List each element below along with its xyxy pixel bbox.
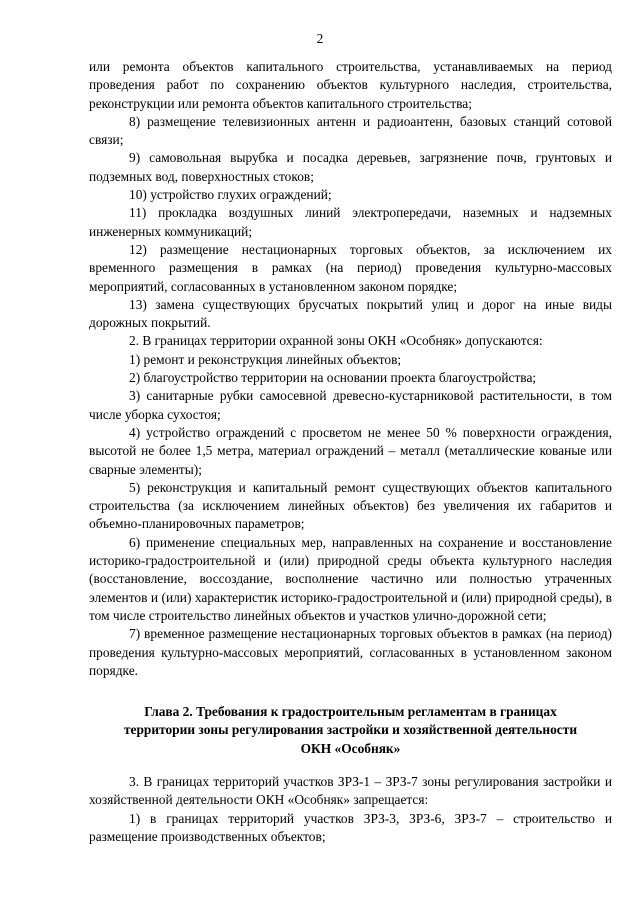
- paragraph: 3. В границах территорий участков ЗРЗ-1 – ЗРЗ-7 зоны регулирования застройки и хозяйственной деятельности ОКН «Особняк» запрещается:: [89, 774, 612, 808]
- paragraph: 3) санитарные рубки самосевной древесно-кустарниковой растительности, в том числе уборка сухостоя;: [89, 388, 612, 422]
- paragraph: 12) размещение нестационарных торговых объектов, за исключением их временного размещения в рамках (на период) проведения культурно-массовых мероприятий, согласованных в установленном законом порядке;: [89, 241, 612, 294]
- paragraph: или ремонта объектов капитального строительства, устанавливаемых на период проведения работ по сохранению объектов культурного наследия, строительства, реконструкции или ремонта объектов капитального строительства;: [89, 59, 612, 111]
- paragraph: 5) реконструкция и капитальный ремонт существующих объектов капитального строительства (за исключением линейных объектов) без увеличения их габаритов и объемно-планировочных параметров;: [89, 479, 612, 532]
- paragraph: 1) в границах территорий участков ЗРЗ-3, ЗРЗ-6, ЗРЗ-7 – строительство и размещение производственных объектов;: [89, 810, 612, 844]
- chapter-heading-line: территории зоны регулирования застройки и хозяйственной деятельности: [123, 722, 578, 738]
- paragraph: 6) применение специальных мер, направленных на сохранение и восстановление историко-градостроительной и (или) природной среды объекта культурного наследия (восстановление, воссоздание, восполнение частично или полностью утраченных элементов и (или) характеристик историко-градостроительной и (или) природной среды), в том числе строительство линейных объектов и участков улично-дорожной сети;: [89, 534, 612, 623]
- paragraph: 2) благоустройство территории на основании проекта благоустройства;: [129, 370, 537, 386]
- paragraph: 13) замена существующих брусчатых покрытий улиц и дорог на иные виды дорожных покрытий.: [89, 296, 612, 331]
- paragraph: 11) прокладка воздушных линий электропередачи, наземных и надземных инженерных коммуникаций;: [89, 205, 612, 239]
- chapter-heading-line: Глава 2. Требования к градостроительным регламентам в границах: [144, 704, 557, 719]
- paragraph: 8) размещение телевизионных антенн и радиоантенн, базовых станций сотовой связи;: [89, 113, 612, 148]
- body-text-bottom: [89, 773, 612, 846]
- paragraph: 7) временное размещение нестационарных торговых объектов в рамках (на период) проведения культурно-массовых мероприятий, согласованных в установленном законом порядке.: [89, 626, 612, 678]
- paragraph: 10) устройство глухих ограждений;: [129, 187, 332, 203]
- paragraph: 9) самовольная вырубка и посадка деревьев, загрязнение почв, грунтовых и подземных вод, поверхностных стоков;: [89, 150, 612, 184]
- chapter-heading-line: ОКН «Особняк»: [300, 740, 401, 756]
- paragraph: 2. В границах территории охранной зоны ОКН «Особняк» допускаются:: [129, 333, 543, 349]
- chapter-heading: [89, 703, 612, 758]
- body-text-top: [89, 58, 612, 680]
- page-number: 2: [316, 31, 324, 46]
- paragraph: 4) устройство ограждений с просветом не менее 50 % поверхности ограждения, высотой не более 1,5 метра, материал ограждений – металл (металлические кованые или сварные элементы);: [89, 424, 612, 477]
- paragraph: 1) ремонт и реконструкция линейных объектов;: [129, 351, 402, 367]
